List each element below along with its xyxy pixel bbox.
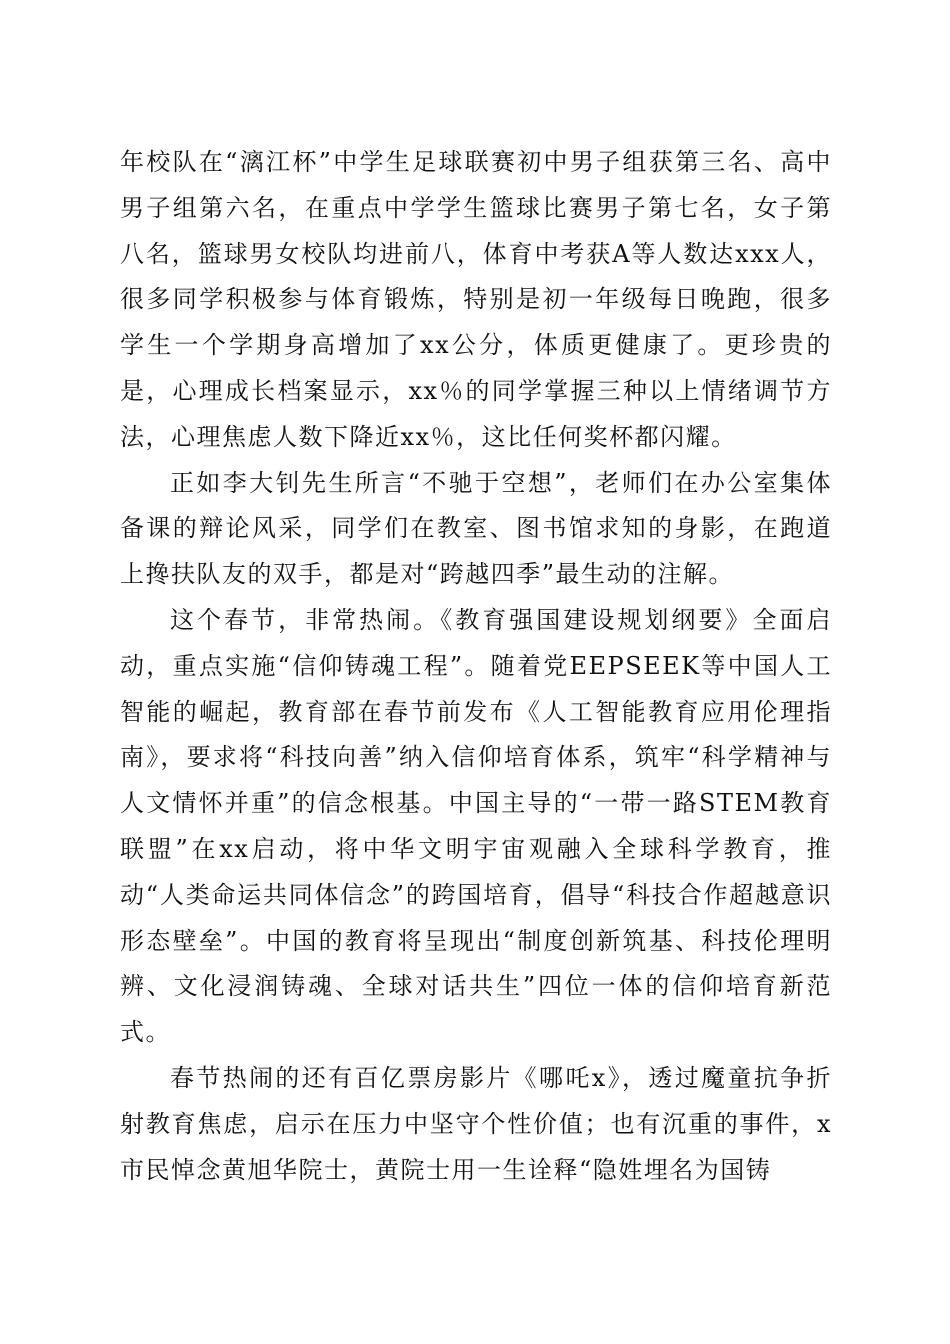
paragraph-4: 春节热闹的还有百亿票房影片《哪吒x》，透过魔童抗争折射教育焦虑，启示在压力中坚守个性价值；也有沉重的事件，x市民悼念黄旭华院士，黄院士用一生诠释“隐姓埋名为国铸 xyxy=(120,1063,832,1184)
document-body xyxy=(120,140,832,1193)
paragraph-2: 正如李大钊先生所言“不驰于空想”，老师们在办公室集体备课的辩论风采，同学们在教室、图书馆求知的身影，在跑道上搀扶队友的双手，都是对“跨越四季”最生动的注解。 xyxy=(120,468,832,589)
paragraph-1: 年校队在“漓江杯”中学生足球联赛初中男子组获第三名、高中男子组第六名，在重点中学学生篮球比赛男子第七名，女子第八名，篮球男女校队均进前八，体育中考获A等人数达xxx人，很多同学积极参与体育锻炼，特别是初一年级每日晚跑，很多学生一个学期身高增加了xx公分，体质更健康了。更珍贵的是，心理成长档案显示，xx％的同学掌握三种以上情绪调节方法，心理焦虑人数下降近xx％，这比任何奖杯都闪耀。 xyxy=(120,148,832,451)
paragraph-3: 这个春节，非常热闹。《教育强国建设规划纲要》全面启动，重点实施“信仰铸魂工程”。随着党EEPSEEK等中国人工智能的崛起，教育部在春节前发布《人工智能教育应用伦理指南》，要求将“科技向善”纳入信仰培育体系，筑牢“科学精神与人文情怀并重”的信念根基。中国主导的“一带一路STEM教育联盟”在xx启动，将中华文明宇宙观融入全球科学教育，推动“人类命运共同体信念”的跨国培育，倡导“科技合作超越意识形态壁垒”。中国的教育将呈现出“制度创新筑基、科技伦理明辨、文化浸润铸魂、全球对话共生”四位一体的信仰培育新范式。 xyxy=(120,605,832,1047)
